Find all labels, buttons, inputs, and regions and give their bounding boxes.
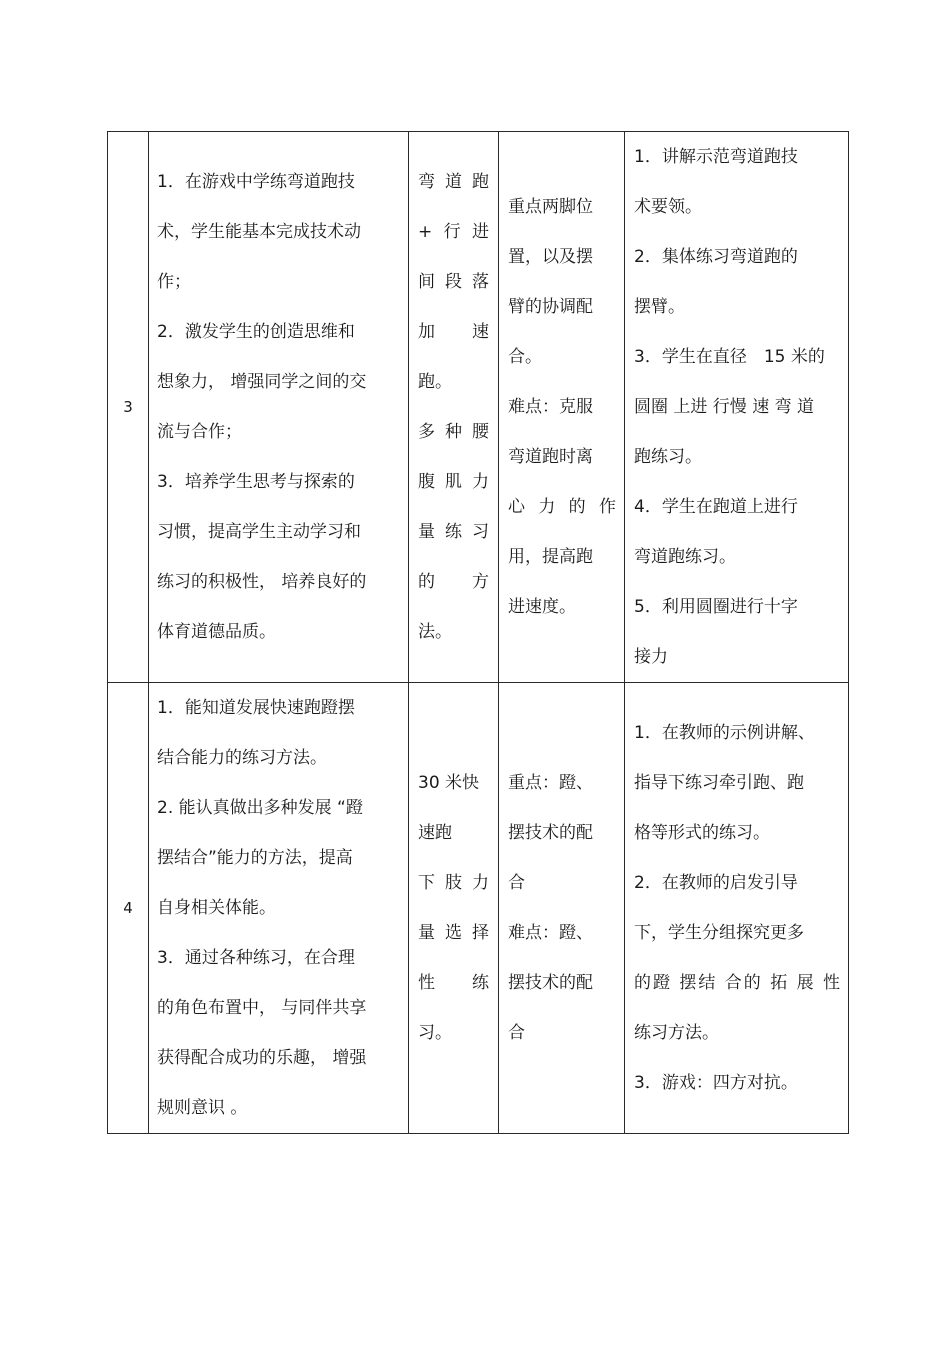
lesson-number-cell: 3: [108, 132, 149, 683]
method-line: 弯道跑练习。: [634, 547, 736, 567]
objective-line: 1．在游戏中学练弯道跑技: [157, 172, 355, 192]
key-points-cell: [499, 132, 625, 683]
objective-line: 作；: [157, 272, 191, 292]
content-cell: [409, 683, 499, 1134]
objective-line: 流与合作；: [157, 422, 242, 442]
key-point-line: 臂的协调配: [508, 297, 593, 317]
objectives-cell: [149, 683, 409, 1134]
content-line: 下肢力: [418, 873, 489, 893]
key-points-cell: [499, 683, 625, 1134]
objective-line: 3．培养学生思考与探索的: [157, 472, 355, 492]
content-line: 速跑: [418, 823, 452, 843]
content-line: 跑。: [418, 372, 452, 392]
objective-line: 练习的积极性， 培养良好的: [157, 572, 367, 592]
method-line: 1．讲解示范弯道跑技: [634, 147, 798, 167]
method-line: 4．学生在跑道上进行: [634, 497, 798, 517]
objective-line: 2．激发学生的创造思维和: [157, 322, 355, 342]
content-line: 多种腰: [418, 422, 489, 442]
objective-line: 的角色布置中， 与同伴共享: [157, 998, 367, 1018]
method-line: 摆臂。: [634, 297, 685, 317]
content-cell: [409, 132, 499, 683]
method-line: 3．学生在直径 15 米的: [634, 347, 825, 367]
method-line: 接力: [634, 647, 668, 667]
content-line: 腹肌力: [418, 472, 489, 492]
content-line: 量选择: [418, 923, 489, 943]
method-line: 练习方法。: [634, 1023, 719, 1043]
method-line: 圆圈 上进 行慢 速 弯 道: [634, 397, 815, 417]
table-row-4: [108, 683, 849, 1134]
objective-line: 想象力， 增强同学之间的交: [157, 372, 367, 392]
method-line: 指导下练习牵引跑、跑: [634, 773, 804, 793]
content-line: 加 速: [418, 322, 489, 342]
objective-line: 2. 能认真做出多种发展 “蹬: [157, 798, 363, 818]
objective-line: 习惯，提高学生主动学习和: [157, 522, 361, 542]
objective-line: 1．能知道发展快速跑蹬摆: [157, 698, 355, 718]
method-line: 3．游戏：四方对抗。: [634, 1073, 798, 1093]
methods-cell: [625, 132, 849, 683]
content-line: 量练习: [418, 522, 489, 542]
method-line: 的蹬 摆结 合的 拓 展 性: [634, 973, 840, 993]
method-line: 跑练习。: [634, 447, 702, 467]
content-line: 性 练: [418, 973, 489, 993]
method-line: 2．在教师的启发引导: [634, 873, 798, 893]
content-line: 法。: [418, 622, 452, 642]
key-point-line: 重点两脚位: [508, 197, 593, 217]
objectives-cell: [149, 132, 409, 683]
table-row-3: [108, 132, 849, 683]
method-line: 1．在教师的示例讲解、: [634, 723, 815, 743]
content-line: +行进: [418, 222, 489, 242]
method-line: 5．利用圆圈进行十字: [634, 597, 798, 617]
key-point-line: 难点：蹬、: [508, 923, 593, 943]
objective-line: 体育道德品质。: [157, 622, 276, 642]
method-line: 格等形式的练习。: [634, 823, 770, 843]
key-point-line: 心力的作: [508, 497, 616, 517]
key-point-line: 摆技术的配: [508, 973, 593, 993]
key-point-line: 摆技术的配: [508, 823, 593, 843]
lesson-number-cell: 4: [108, 683, 149, 1134]
content-line: 的 方: [418, 572, 489, 592]
method-line: 下，学生分组探究更多: [634, 923, 804, 943]
key-point-line: 用，提高跑: [508, 547, 593, 567]
key-point-line: 弯道跑时离: [508, 447, 593, 467]
content-line: 习。: [418, 1023, 452, 1043]
key-point-line: 合。: [508, 347, 542, 367]
objective-line: 获得配合成功的乐趣， 增强: [157, 1048, 367, 1068]
method-line: 术要领。: [634, 197, 702, 217]
method-line: 2．集体练习弯道跑的: [634, 247, 798, 267]
objective-line: 摆结合”能力的方法，提高: [157, 848, 353, 868]
objective-line: 3．通过各种练习，在合理: [157, 948, 355, 968]
key-point-line: 重点：蹬、: [508, 773, 593, 793]
objective-line: 结合能力的练习方法。: [157, 748, 327, 768]
key-point-line: 合: [508, 873, 525, 893]
key-point-line: 置，以及摆: [508, 247, 593, 267]
content-line: 30 米快: [418, 773, 480, 793]
lesson-plan-table: [107, 131, 849, 1134]
objective-line: 术，学生能基本完成技术动: [157, 222, 361, 242]
methods-cell: [625, 683, 849, 1134]
objective-line: 自身相关体能。: [157, 898, 276, 918]
key-point-line: 难点：克服: [508, 397, 593, 417]
content-line: 间段落: [418, 272, 489, 292]
objective-line: 规则意识 。: [157, 1098, 248, 1118]
key-point-line: 合: [508, 1023, 525, 1043]
key-point-line: 进速度。: [508, 597, 576, 617]
content-line: 弯道跑: [418, 172, 489, 192]
